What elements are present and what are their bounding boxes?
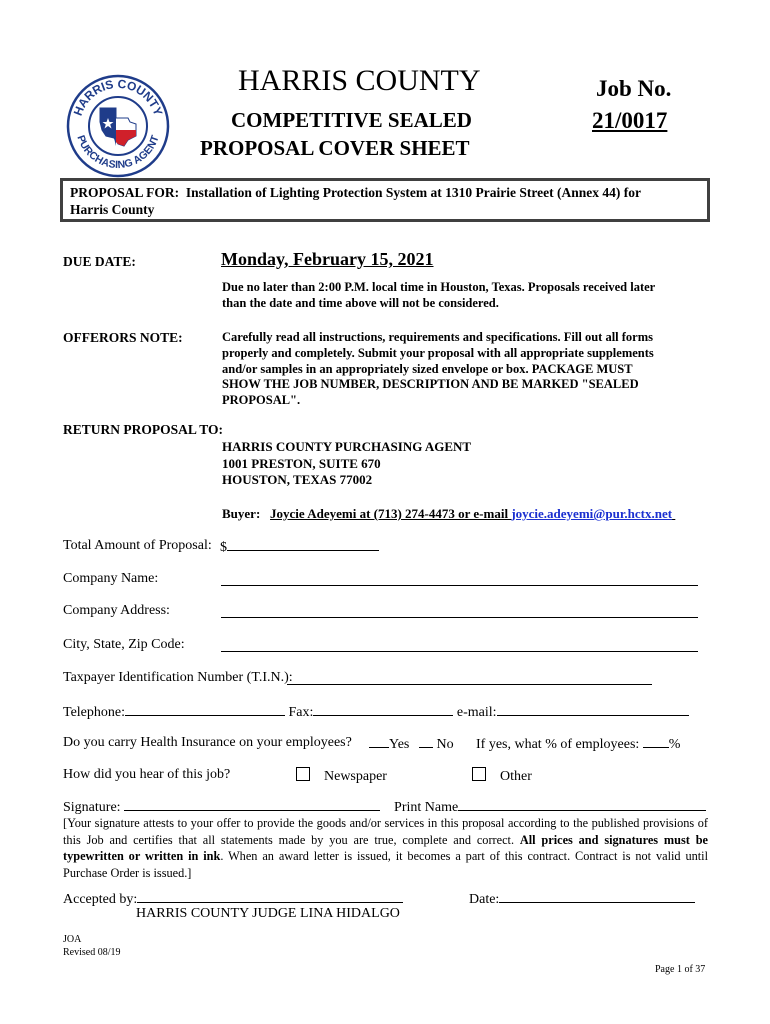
tin-field[interactable] bbox=[287, 670, 652, 685]
percent-field[interactable] bbox=[643, 735, 669, 748]
city-state-zip-field[interactable] bbox=[221, 637, 698, 652]
acceptance-date-field[interactable] bbox=[499, 890, 695, 903]
job-number-label: Job No. bbox=[596, 76, 672, 101]
print-name-field[interactable] bbox=[458, 798, 706, 811]
print-name-label: Print Name bbox=[394, 800, 459, 815]
percent-question: If yes, what % of employees: bbox=[476, 737, 640, 752]
city-state-zip-label: City, State, Zip Code: bbox=[63, 637, 185, 652]
other-option[interactable] bbox=[472, 767, 532, 785]
hear-about-question: How did you hear of this job? bbox=[63, 767, 231, 782]
seal-top-text: HARRIS COUNTY bbox=[70, 76, 166, 118]
no-label: No bbox=[436, 737, 454, 752]
email-field[interactable] bbox=[497, 703, 689, 716]
health-yes-option[interactable] bbox=[369, 735, 409, 753]
title-line-2: PROPOSAL COVER SHEET bbox=[200, 136, 470, 160]
email-label: e-mail: bbox=[456, 705, 497, 720]
signature-label: Signature: bbox=[63, 800, 121, 815]
signature-field[interactable] bbox=[124, 798, 380, 811]
form-code: JOA bbox=[63, 934, 82, 945]
offerors-note-line-1: Carefully read all instructions, requirements and specifications. Fill out all forms bbox=[222, 330, 654, 344]
proposal-for-line-1 bbox=[70, 185, 641, 201]
offerors-note-line-3: and/or samples in an appropriately sized envelope or box. PACKAGE MUST bbox=[222, 362, 633, 376]
newspaper-checkbox[interactable] bbox=[296, 767, 310, 781]
offerors-note-line-5: PROPOSAL". bbox=[222, 393, 301, 407]
telephone-label: Telephone: bbox=[63, 705, 125, 720]
return-to-line-1: HARRIS COUNTY PURCHASING AGENT bbox=[222, 439, 472, 454]
attestation-text-1: [Your signature attests to your offer to provide the goods and/or services in this proposal according to the published provisions of this Job and certifies that all statements made by you are true, complete and correct. bbox=[63, 816, 708, 847]
buyer-line bbox=[222, 506, 675, 522]
return-to-label: RETURN PROPOSAL TO: bbox=[63, 422, 224, 437]
job-number: 21/0017 bbox=[592, 108, 668, 133]
offerors-note-label: OFFERORS NOTE: bbox=[63, 330, 183, 345]
newspaper-label: Newspaper bbox=[324, 769, 387, 784]
health-insurance-question: Do you carry Health Insurance on your employees? bbox=[63, 735, 352, 750]
proposal-for-line-2: Harris County bbox=[70, 202, 155, 217]
proposal-for-text: Installation of Lighting Protection System at 1310 Prairie Street (Annex 44) for bbox=[185, 185, 641, 200]
other-label: Other bbox=[500, 769, 532, 784]
county-heading: HARRIS COUNTY bbox=[238, 64, 481, 97]
judge-name: HARRIS COUNTY JUDGE LINA HIDALGO bbox=[136, 906, 400, 921]
acceptance-date-label: Date: bbox=[469, 892, 500, 907]
contact-line bbox=[63, 703, 689, 721]
acceptance-date-line bbox=[469, 890, 695, 908]
page-number: Page 1 of 37 bbox=[655, 964, 706, 975]
due-date-value: Monday, February 15, 2021 bbox=[221, 249, 434, 269]
title-line-1: COMPETITIVE SEALED bbox=[231, 108, 472, 132]
seal-bottom-text: PURCHASING AGENT bbox=[74, 133, 162, 172]
newspaper-option[interactable] bbox=[296, 767, 387, 785]
company-address-field[interactable] bbox=[221, 603, 698, 618]
attestation-paragraph bbox=[63, 815, 708, 881]
due-date-note-1: Due no later than 2:00 P.M. local time in Houston, Texas. Proposals received later bbox=[222, 280, 656, 294]
percent-employees bbox=[476, 735, 680, 753]
accepted-by-label: Accepted by: bbox=[63, 892, 138, 907]
proposal-for-label: PROPOSAL FOR: bbox=[70, 185, 180, 200]
yes-label: Yes bbox=[389, 737, 410, 752]
accepted-by-field[interactable] bbox=[137, 890, 403, 903]
return-to-line-3: HOUSTON, TEXAS 77002 bbox=[222, 472, 373, 487]
health-no-option[interactable] bbox=[419, 735, 454, 753]
company-address-label: Company Address: bbox=[63, 603, 170, 618]
attestation-bold: All prices and signatures must be typewritten or written in ink bbox=[63, 832, 708, 863]
fax-label: Fax: bbox=[288, 705, 314, 720]
buyer-email-link[interactable]: joycie.adeyemi@pur.hctx.net bbox=[511, 506, 673, 521]
revision-date: Revised 08/19 bbox=[63, 947, 121, 958]
signature-line bbox=[63, 798, 706, 816]
total-amount-label: Total Amount of Proposal: bbox=[63, 538, 212, 553]
return-to-line-2: 1001 PRESTON, SUITE 670 bbox=[222, 456, 381, 471]
offerors-note-line-4: SHOW THE JOB NUMBER, DESCRIPTION AND BE MARKED "SEALED bbox=[222, 377, 639, 391]
buyer-label: Buyer: bbox=[222, 506, 261, 521]
buyer-contact: Joycie Adeyemi at (713) 274-4473 or e-mail bbox=[270, 506, 512, 521]
due-date-label: DUE DATE: bbox=[63, 254, 136, 269]
attestation-text-2: . When an award letter is issued, it becomes a part of this contract. Contract is not valid until Purchase Order is issued.] bbox=[63, 849, 708, 880]
offerors-note-line-2: properly and completely. Submit your proposal with all appropriate supplements bbox=[222, 346, 654, 360]
telephone-field[interactable] bbox=[125, 703, 285, 716]
company-name-label: Company Name: bbox=[63, 571, 159, 586]
percent-sign: % bbox=[668, 737, 681, 752]
harris-county-seal bbox=[66, 74, 170, 178]
due-date-note-2: than the date and time above will not be considered. bbox=[222, 296, 499, 310]
company-name-field[interactable] bbox=[221, 571, 698, 586]
other-checkbox[interactable] bbox=[472, 767, 486, 781]
total-amount-field[interactable] bbox=[220, 538, 379, 556]
tin-label: Taxpayer Identification Number (T.I.N.): bbox=[63, 670, 293, 685]
fax-field[interactable] bbox=[313, 703, 453, 716]
dollar-sign: $ bbox=[220, 540, 227, 555]
texas-flag-icon bbox=[100, 108, 136, 146]
proposal-for-box bbox=[60, 178, 710, 222]
